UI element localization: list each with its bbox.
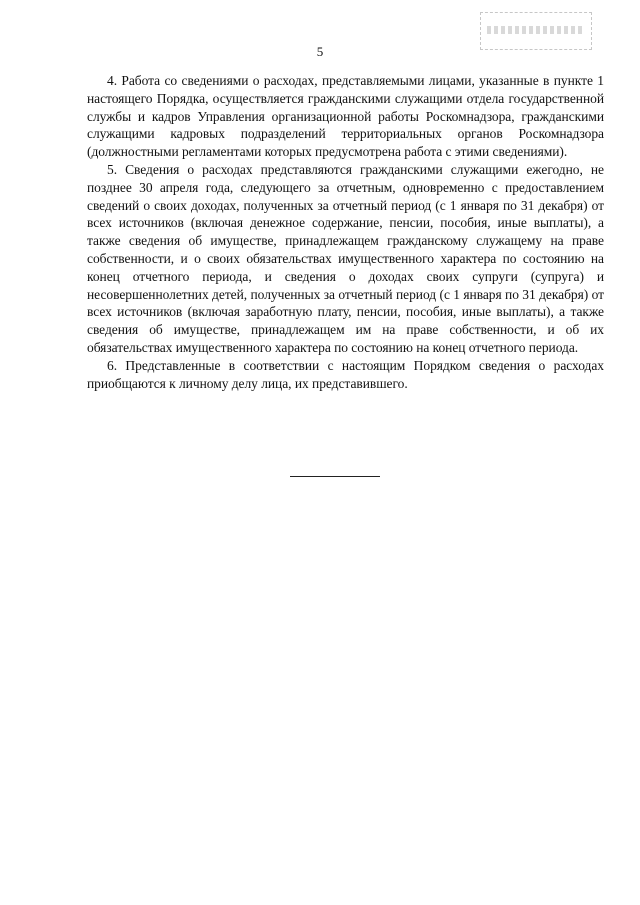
document-body	[87, 72, 604, 392]
page-number: 5	[316, 44, 324, 59]
paragraph-6: 6. Представленные в соответствии с настоящим Порядком сведения о расходах приобщаются к личному делу лица, их представившего.	[87, 357, 604, 391]
paragraph-5: 5. Сведения о расходах представляются гражданскими служащими ежегодно, не позднее 30 апреля года, следующего за отчетным, одновременно с предоставлением сведений о своих доходах, полученных за отчетный период (с 1 января по 31 декабря) от всех источников (включая денежное содержание, пенсии, пособия, иные выплаты), а также сведения об имуществе, принадлежащем гражданскому служащему на праве собственности, и о своих обязательствах имущественного характера по состоянию на конец отчетного периода, и сведения о доходах своих супруги (супруга) и несовершеннолетних детей, полученных за отчетный период (с 1 января по 31 декабря) от всех источников (включая заработную плату, пенсии, пособия, иные выплаты), а также сведения об имуществе, принадлежащем им на праве собственности, и об их обязательствах имущественного характера по состоянию на конец отчетного периода.	[87, 161, 604, 355]
paragraph-4: 4. Работа со сведениями о расходах, представляемыми лицами, указанные в пункте 1 настоящего Порядка, осуществляется гражданскими служащими отдела государственной службы и кадров Управления организационной работы Роскомнадзора, гражданскими служащими кадровых подразделений территориальных органов Роскомнадзора (должностными регламентами которых предусмотрена работа с этими сведениями).	[87, 73, 604, 160]
end-of-document-rule	[290, 476, 380, 477]
